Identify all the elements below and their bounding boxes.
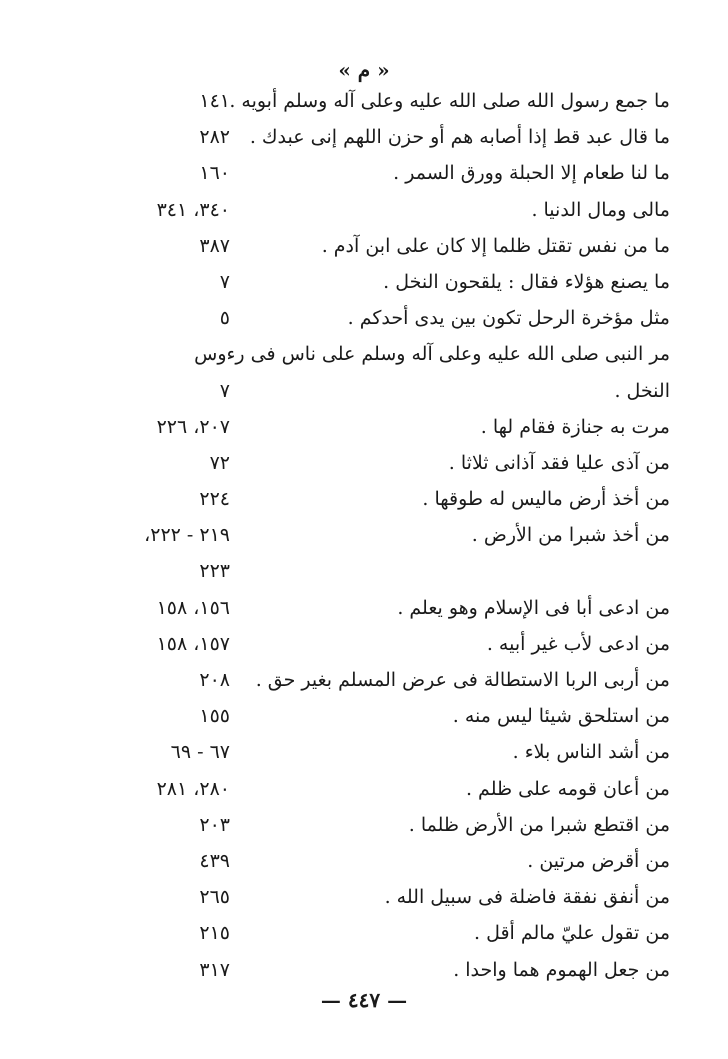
entry-pages: ١٥٥ <box>199 705 230 728</box>
index-entry <box>0 124 728 160</box>
entry-text: من جعل الهموم هما واحدا . <box>453 958 670 981</box>
page-number: — ٤٤٧ — <box>320 988 408 1012</box>
entry-text: من أعان قومه على ظلم . <box>465 777 670 800</box>
entry-text: ما قال عبد قط إذا أصابه هم أو حزن اللهم إنى عبدك . <box>249 126 670 149</box>
entry-pages: ٧٢ <box>209 451 230 474</box>
index-entry-continuation <box>0 558 728 594</box>
entry-text: من ادعى أبا فى الإسلام وهو يعلم . <box>397 596 670 619</box>
index-entry <box>0 739 728 775</box>
index-entry <box>0 414 728 450</box>
index-entry <box>0 269 728 305</box>
index-entry-continuation <box>0 378 728 414</box>
entry-text: مثل مؤخرة الرحل تكون بين يدى أحدكم . <box>347 307 670 330</box>
index-entry <box>0 920 728 956</box>
entry-pages: ٣٤٠، ٣٤١ <box>156 198 230 221</box>
entry-pages: ٢٠٨ <box>199 669 230 691</box>
entry-text: مالى ومال الدنيا . <box>531 198 670 221</box>
entry-pages: ١٥٦، ١٥٨ <box>156 596 230 619</box>
section-letter-heading: « م » <box>338 58 390 82</box>
entry-text: من أشد الناس بلاء . <box>512 741 670 764</box>
entry-text: من أقرض مرتين . <box>527 849 670 872</box>
entry-text: من أخذ شبرا من الأرض . <box>471 524 670 547</box>
entry-text: ما من نفس تقتل ظلما إلا كان على ابن آدم . <box>321 234 670 257</box>
index-entry <box>0 595 728 631</box>
index-entry <box>0 776 728 812</box>
entry-pages: ٢٠٣ <box>199 813 230 836</box>
index-entry <box>0 812 728 848</box>
entry-pages: ٤٣٩ <box>199 849 230 872</box>
entry-text: من أنفق نفقة فاضلة فى سبيل الله . <box>384 886 670 909</box>
entry-text: ما لنا طعام إلا الحبلة وورق السمر . <box>393 162 670 185</box>
entry-text: مر النبى صلى الله عليه وعلى آله وسلم على ناس فى رءوس <box>194 343 670 366</box>
index-entry <box>0 341 728 377</box>
index-entry <box>0 450 728 486</box>
entry-text: من أربى الربا الاستطالة فى عرض المسلم بغير حق . <box>255 669 670 691</box>
entry-pages: ٢٢٣ <box>199 560 230 583</box>
entry-text: من تقول عليّ مالم أقل . <box>473 922 670 945</box>
entry-text: من اقتطع شبرا من الأرض ظلما . <box>408 813 670 836</box>
index-entry <box>0 522 728 558</box>
index-entry <box>0 884 728 920</box>
entry-pages: ١٥٧، ١٥٨ <box>156 632 230 655</box>
index-entry <box>0 197 728 233</box>
entry-pages: ٢٦٥ <box>199 886 230 909</box>
entry-text: من آذى عليا فقد آذانى ثلاثا . <box>448 451 670 474</box>
entry-pages: ٢١٥ <box>199 922 230 945</box>
entry-text: ما يصنع هؤلاء فقال : يلقحون النخل . <box>383 270 670 293</box>
index-entry <box>0 160 728 196</box>
entry-text: من استلحق شيئا ليس منه . <box>452 705 670 728</box>
entry-pages: ٣١٧ <box>199 958 230 981</box>
index-entry <box>0 631 728 667</box>
entry-pages: ١٦٠ <box>199 162 230 185</box>
entry-text: ما جمع رسول الله صلى الله عليه وعلى آله وسلم أبويه . <box>229 90 670 112</box>
entry-pages: ٧ <box>219 270 230 293</box>
entry-text: النخل . <box>614 379 670 402</box>
index-entry <box>0 88 728 124</box>
entry-pages: ٢٨٠، ٢٨١ <box>156 777 230 800</box>
entry-text: مرت به جنازة فقام لها . <box>480 415 670 438</box>
entry-pages: ٧ <box>219 379 230 402</box>
index-entry <box>0 486 728 522</box>
entry-pages: ٢٨٢ <box>199 126 230 149</box>
index-entry <box>0 305 728 341</box>
entry-text: من ادعى لأب غير أبيه . <box>486 632 670 655</box>
entry-pages: ٢٠٧، ٢٢٦ <box>156 415 230 438</box>
entry-pages: ١٤١ <box>199 90 230 112</box>
index-entries-list <box>0 88 728 993</box>
entry-pages: ٢٢٤ <box>199 488 230 511</box>
entry-pages: ٥ <box>219 307 230 330</box>
index-entry <box>0 703 728 739</box>
entry-pages: ٣٨٧ <box>199 234 230 257</box>
entry-text: من أخذ أرض ماليس له طوقها . <box>422 488 670 511</box>
index-entry <box>0 233 728 269</box>
entry-pages: ٦٧ - ٦٩ <box>170 741 230 764</box>
entry-pages: ٢١٩ - ٢٢٢، <box>144 524 230 547</box>
index-entry <box>0 848 728 884</box>
index-entry <box>0 667 728 703</box>
